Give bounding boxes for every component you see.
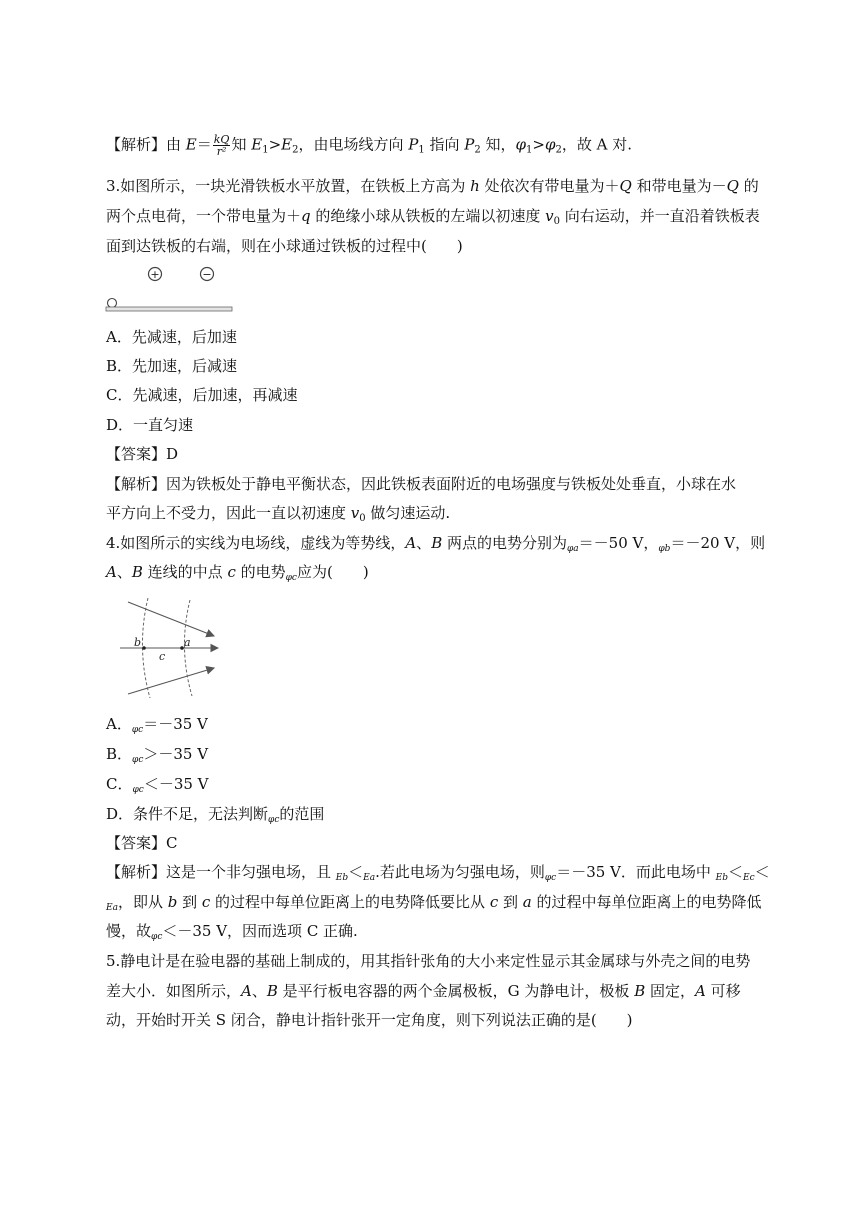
- text: 4.如图所示的实线为电场线，虚线为等势线，: [106, 534, 406, 552]
- q4-analysis-line-2: [106, 892, 762, 918]
- symbol-E: E: [185, 135, 197, 154]
- q5-stem-line-3: 动，开始时开关 S 闭合，静电计指针张开一定角度，则下列说法正确的是( ): [106, 1011, 633, 1029]
- plus-sign: +: [150, 268, 160, 281]
- text: 知: [231, 135, 252, 154]
- q4-option-b: [106, 744, 208, 770]
- text: 到: [498, 893, 523, 911]
- q4-option-d: [106, 804, 324, 830]
- symbol-phi-b: φb: [658, 544, 671, 554]
- text: 、: [251, 982, 267, 1000]
- text: 由: [166, 135, 186, 154]
- q4-answer: 【答案】C: [106, 834, 178, 852]
- q4-option-a: [106, 714, 208, 740]
- symbol-A: A: [241, 982, 252, 1000]
- label-b: b: [134, 636, 142, 649]
- analysis-label: 【解析】: [106, 135, 167, 154]
- symbol-B: B: [634, 982, 646, 1000]
- text: D．条件不足，无法判断: [106, 805, 269, 823]
- text: 的: [738, 177, 759, 195]
- text: B．: [106, 745, 133, 763]
- formula-kq-over-r2: [213, 134, 231, 157]
- subscript: 0: [553, 216, 561, 227]
- text: 做匀速运动.: [365, 504, 451, 522]
- q3-figure: [104, 262, 236, 316]
- text: ，故 A 对.: [561, 135, 633, 154]
- text: >: [532, 135, 545, 154]
- minus-sign: −: [202, 268, 212, 281]
- text: ＝: [196, 135, 212, 154]
- q3-answer: 【答案】D: [106, 445, 179, 463]
- symbol-B: B: [431, 534, 443, 552]
- point-b: [142, 646, 146, 650]
- text: C．: [106, 775, 133, 793]
- symbol-q: q: [301, 207, 311, 225]
- text: 连线的中点: [142, 563, 228, 581]
- text: 慢，故: [106, 922, 152, 940]
- text: 的范围: [279, 805, 325, 823]
- label-a: a: [184, 636, 191, 649]
- text: ＝－35 V．而此电场中: [556, 863, 716, 881]
- subscript: 2: [555, 144, 562, 156]
- text: A．: [106, 715, 132, 733]
- symbol-phi-c: φc: [132, 755, 144, 765]
- text: 的绝缘小球从铁板的左端以初速度: [310, 207, 546, 225]
- text: 处依次有带电量为＋: [479, 177, 620, 195]
- text: 的过程中每单位距离上的电势降低要比从: [210, 893, 490, 911]
- text: 差大小．如图所示，: [106, 982, 242, 1000]
- text: 到: [177, 893, 202, 911]
- symbol-phi-c: φc: [131, 725, 144, 735]
- q5-stem-line-2: [106, 981, 741, 1001]
- text: ＝－50 V，: [578, 534, 659, 552]
- text: ＝－20 V，则: [670, 534, 766, 552]
- symbol-c: c: [201, 893, 211, 911]
- symbol-phi-c: φc: [268, 815, 280, 825]
- text: >: [268, 135, 282, 154]
- text: 知，: [480, 135, 516, 154]
- symbol-A: A: [695, 982, 706, 1000]
- q3-option-c: C．先减速，后加速，再减速: [106, 386, 298, 404]
- symbol-E-b: Eb: [335, 873, 349, 883]
- text: 和带电量为－: [631, 177, 727, 195]
- symbol-a: a: [522, 893, 532, 911]
- symbol-phi-a: φa: [567, 544, 579, 554]
- ball-icon: [108, 299, 117, 308]
- symbol-Q: Q: [619, 177, 632, 195]
- field-line: [128, 668, 214, 694]
- symbol-phi: φ: [544, 135, 556, 154]
- text: ＞－35 V: [143, 745, 209, 763]
- q4-figure: [118, 596, 226, 700]
- symbol-c: c: [489, 893, 499, 911]
- symbol-A: A: [405, 534, 417, 552]
- q3-stem-line-2: [106, 206, 760, 232]
- symbol-E-a: Ea: [363, 873, 376, 883]
- symbol-phi-c: φc: [132, 785, 144, 795]
- q3-option-a: A．先减速，后加速: [106, 328, 237, 346]
- text: .若此电场为匀强电场，则: [375, 863, 545, 881]
- text: 固定，: [645, 982, 696, 1000]
- text: 【解析】这是一个非匀强电场，且: [106, 863, 336, 881]
- iron-plate: [106, 307, 232, 311]
- text: 的电势: [235, 563, 286, 581]
- symbol-E-b: Eb: [715, 873, 729, 883]
- text: ，由电场线方向: [298, 135, 409, 154]
- symbol-phi: φ: [515, 135, 527, 154]
- text: 的过程中每单位距离上的电势降低: [531, 893, 762, 911]
- text: 可移: [705, 982, 741, 1000]
- q2-analysis: [106, 134, 632, 161]
- text: 是平行板电容器的两个金属极板，G 为静电计，极板: [277, 982, 635, 1000]
- symbol-E: E: [281, 135, 293, 154]
- symbol-P: P: [464, 135, 475, 154]
- q3-stem-line-3: 面到达铁板的右端，则在小球通过铁板的过程中( ): [106, 237, 463, 255]
- text: ＝－35 V: [143, 715, 208, 733]
- q5-stem-line-1: 5.静电计是在验电器的基础上制成的，用其指针张角的大小来定性显示其金属球与外壳之间的电势: [106, 952, 751, 970]
- symbol-h: h: [470, 177, 480, 195]
- text: 向右运动，并一直沿着铁板表: [560, 207, 760, 225]
- field-line: [128, 602, 214, 636]
- text: ＜: [348, 863, 364, 881]
- q3-option-b: B．先加速，后减速: [106, 357, 238, 375]
- text: ，即从: [117, 893, 168, 911]
- symbol-v: v: [545, 207, 554, 225]
- text: 应为( ): [296, 563, 369, 581]
- subscript: 1: [262, 144, 269, 156]
- q4-stem-line-1: [106, 533, 765, 559]
- text: 、: [116, 563, 132, 581]
- fraction-numerator: kQ: [213, 133, 230, 146]
- symbol-E: E: [251, 135, 263, 154]
- symbol-P: P: [408, 135, 419, 154]
- text: ＜－35 V: [143, 775, 209, 793]
- symbol-phi-c: φc: [285, 573, 297, 583]
- text: 两点的电势分别为: [442, 534, 567, 552]
- text: ＜－35 V，因而选项 C 正确.: [162, 922, 358, 940]
- symbol-Q: Q: [726, 177, 739, 195]
- fraction-denominator: r²: [216, 145, 227, 158]
- subscript: 0: [359, 513, 366, 524]
- subscript: 1: [526, 144, 533, 156]
- text: 指向: [424, 135, 465, 154]
- q3-option-d: D．一直匀速: [106, 416, 194, 434]
- q3-analysis-line-2: [106, 503, 450, 529]
- symbol-B: B: [266, 982, 278, 1000]
- q3-analysis-line-1: 【解析】因为铁板处于静电平衡状态，因此铁板表面附近的电场强度与铁板处处垂直，小球在水: [106, 475, 737, 493]
- q4-stem-line-2: [106, 562, 369, 588]
- q4-option-c: [106, 774, 209, 800]
- text: 3.如图所示，一块光滑铁板水平放置，在铁板上方高为: [106, 177, 471, 195]
- symbol-c: c: [227, 563, 236, 581]
- symbol-phi-c: φc: [544, 873, 557, 883]
- subscript: 2: [292, 144, 299, 156]
- q4-analysis-line-3: [106, 921, 358, 947]
- symbol-v: v: [350, 504, 360, 522]
- symbol-b: b: [167, 893, 178, 911]
- q3-stem-line-1: [106, 176, 759, 196]
- symbol-E-a: Ea: [106, 903, 118, 913]
- subscript: 2: [474, 144, 481, 156]
- symbol-phi-c: φc: [151, 932, 163, 942]
- label-c: c: [159, 650, 166, 663]
- text: ＜: [754, 863, 770, 881]
- symbol-A: A: [106, 563, 117, 581]
- symbol-B: B: [131, 563, 143, 581]
- subscript: 1: [418, 144, 425, 156]
- q4-analysis-line-1: [106, 862, 770, 888]
- symbol-E-c: Ec: [743, 873, 755, 883]
- text: 平方向上不受力，因此一直以初速度: [106, 504, 351, 522]
- text: ＜: [728, 863, 744, 881]
- text: 、: [416, 534, 432, 552]
- text: 两个点电荷，一个带电量为＋: [106, 207, 302, 225]
